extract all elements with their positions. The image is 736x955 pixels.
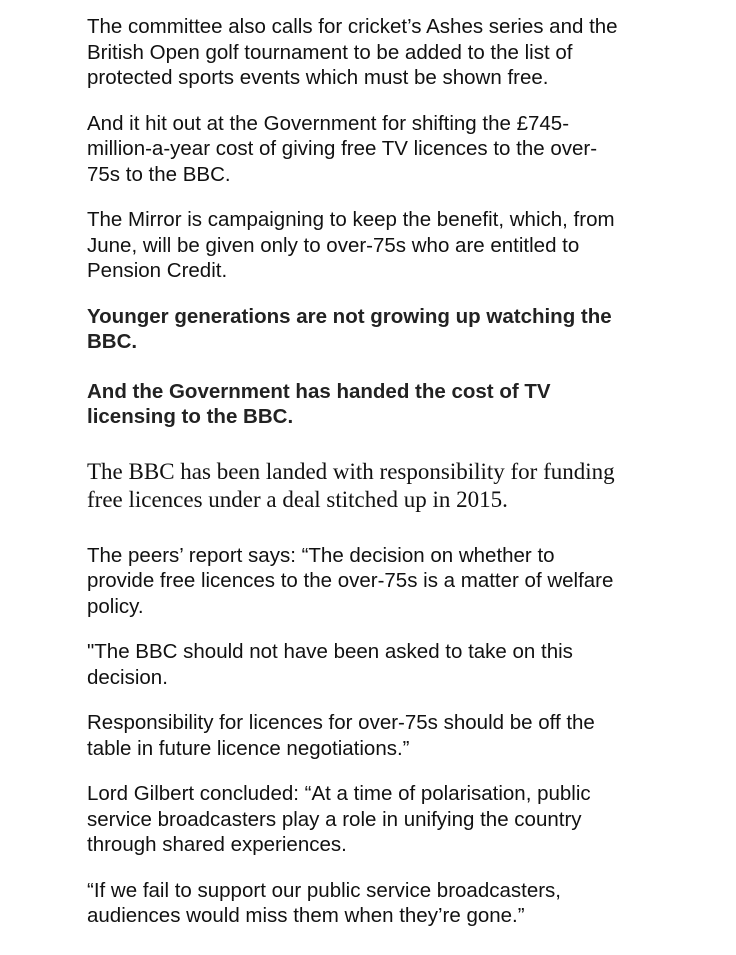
- paragraph-bbc-landed: The BBC has been landed with responsibility for funding free licences under a deal stitched up in 2015.: [87, 458, 615, 512]
- paragraph-lord-gilbert: Lord Gilbert concluded: “At a time of polarisation, public service broadcasters play a role in unifying the country through shared experiences.: [87, 782, 591, 856]
- paragraph-closing-quote: “If we fail to support our public service broadcasters, audiences would miss them when they’re gone.”: [87, 878, 561, 927]
- paragraph-government-handed-cost: And the Government has handed the cost of TV licensing to the BBC.: [87, 379, 551, 428]
- paragraph-younger-generations: Younger generations are not growing up watching the BBC.: [87, 304, 612, 353]
- paragraph-bbc-should-not: "The BBC should not have been asked to take on this decision.: [87, 640, 573, 689]
- paragraph-responsibility: Responsibility for licences for over-75s should be off the table in future licence negotiations.”: [87, 711, 595, 760]
- paragraph-mirror-campaign: The Mirror is campaigning to keep the benefit, which, from June, will be given only to over-75s who are entitled to Pension Credit.: [87, 208, 615, 282]
- paragraph-peers-report: The peers’ report says: “The decision on whether to provide free licences to the over-75s is a matter of welfare policy.: [87, 543, 614, 618]
- paragraph-committee-calls: The committee also calls for cricket’s Ashes series and the British Open golf tournament to be added to the list of protected sports events which must be shown free.: [87, 15, 618, 89]
- article-body: [87, 14, 667, 949]
- paragraph-government-cost: And it hit out at the Government for shifting the £745- million-a-year cost of giving free TV licences to the over- 75s to the BBC.: [87, 111, 598, 186]
